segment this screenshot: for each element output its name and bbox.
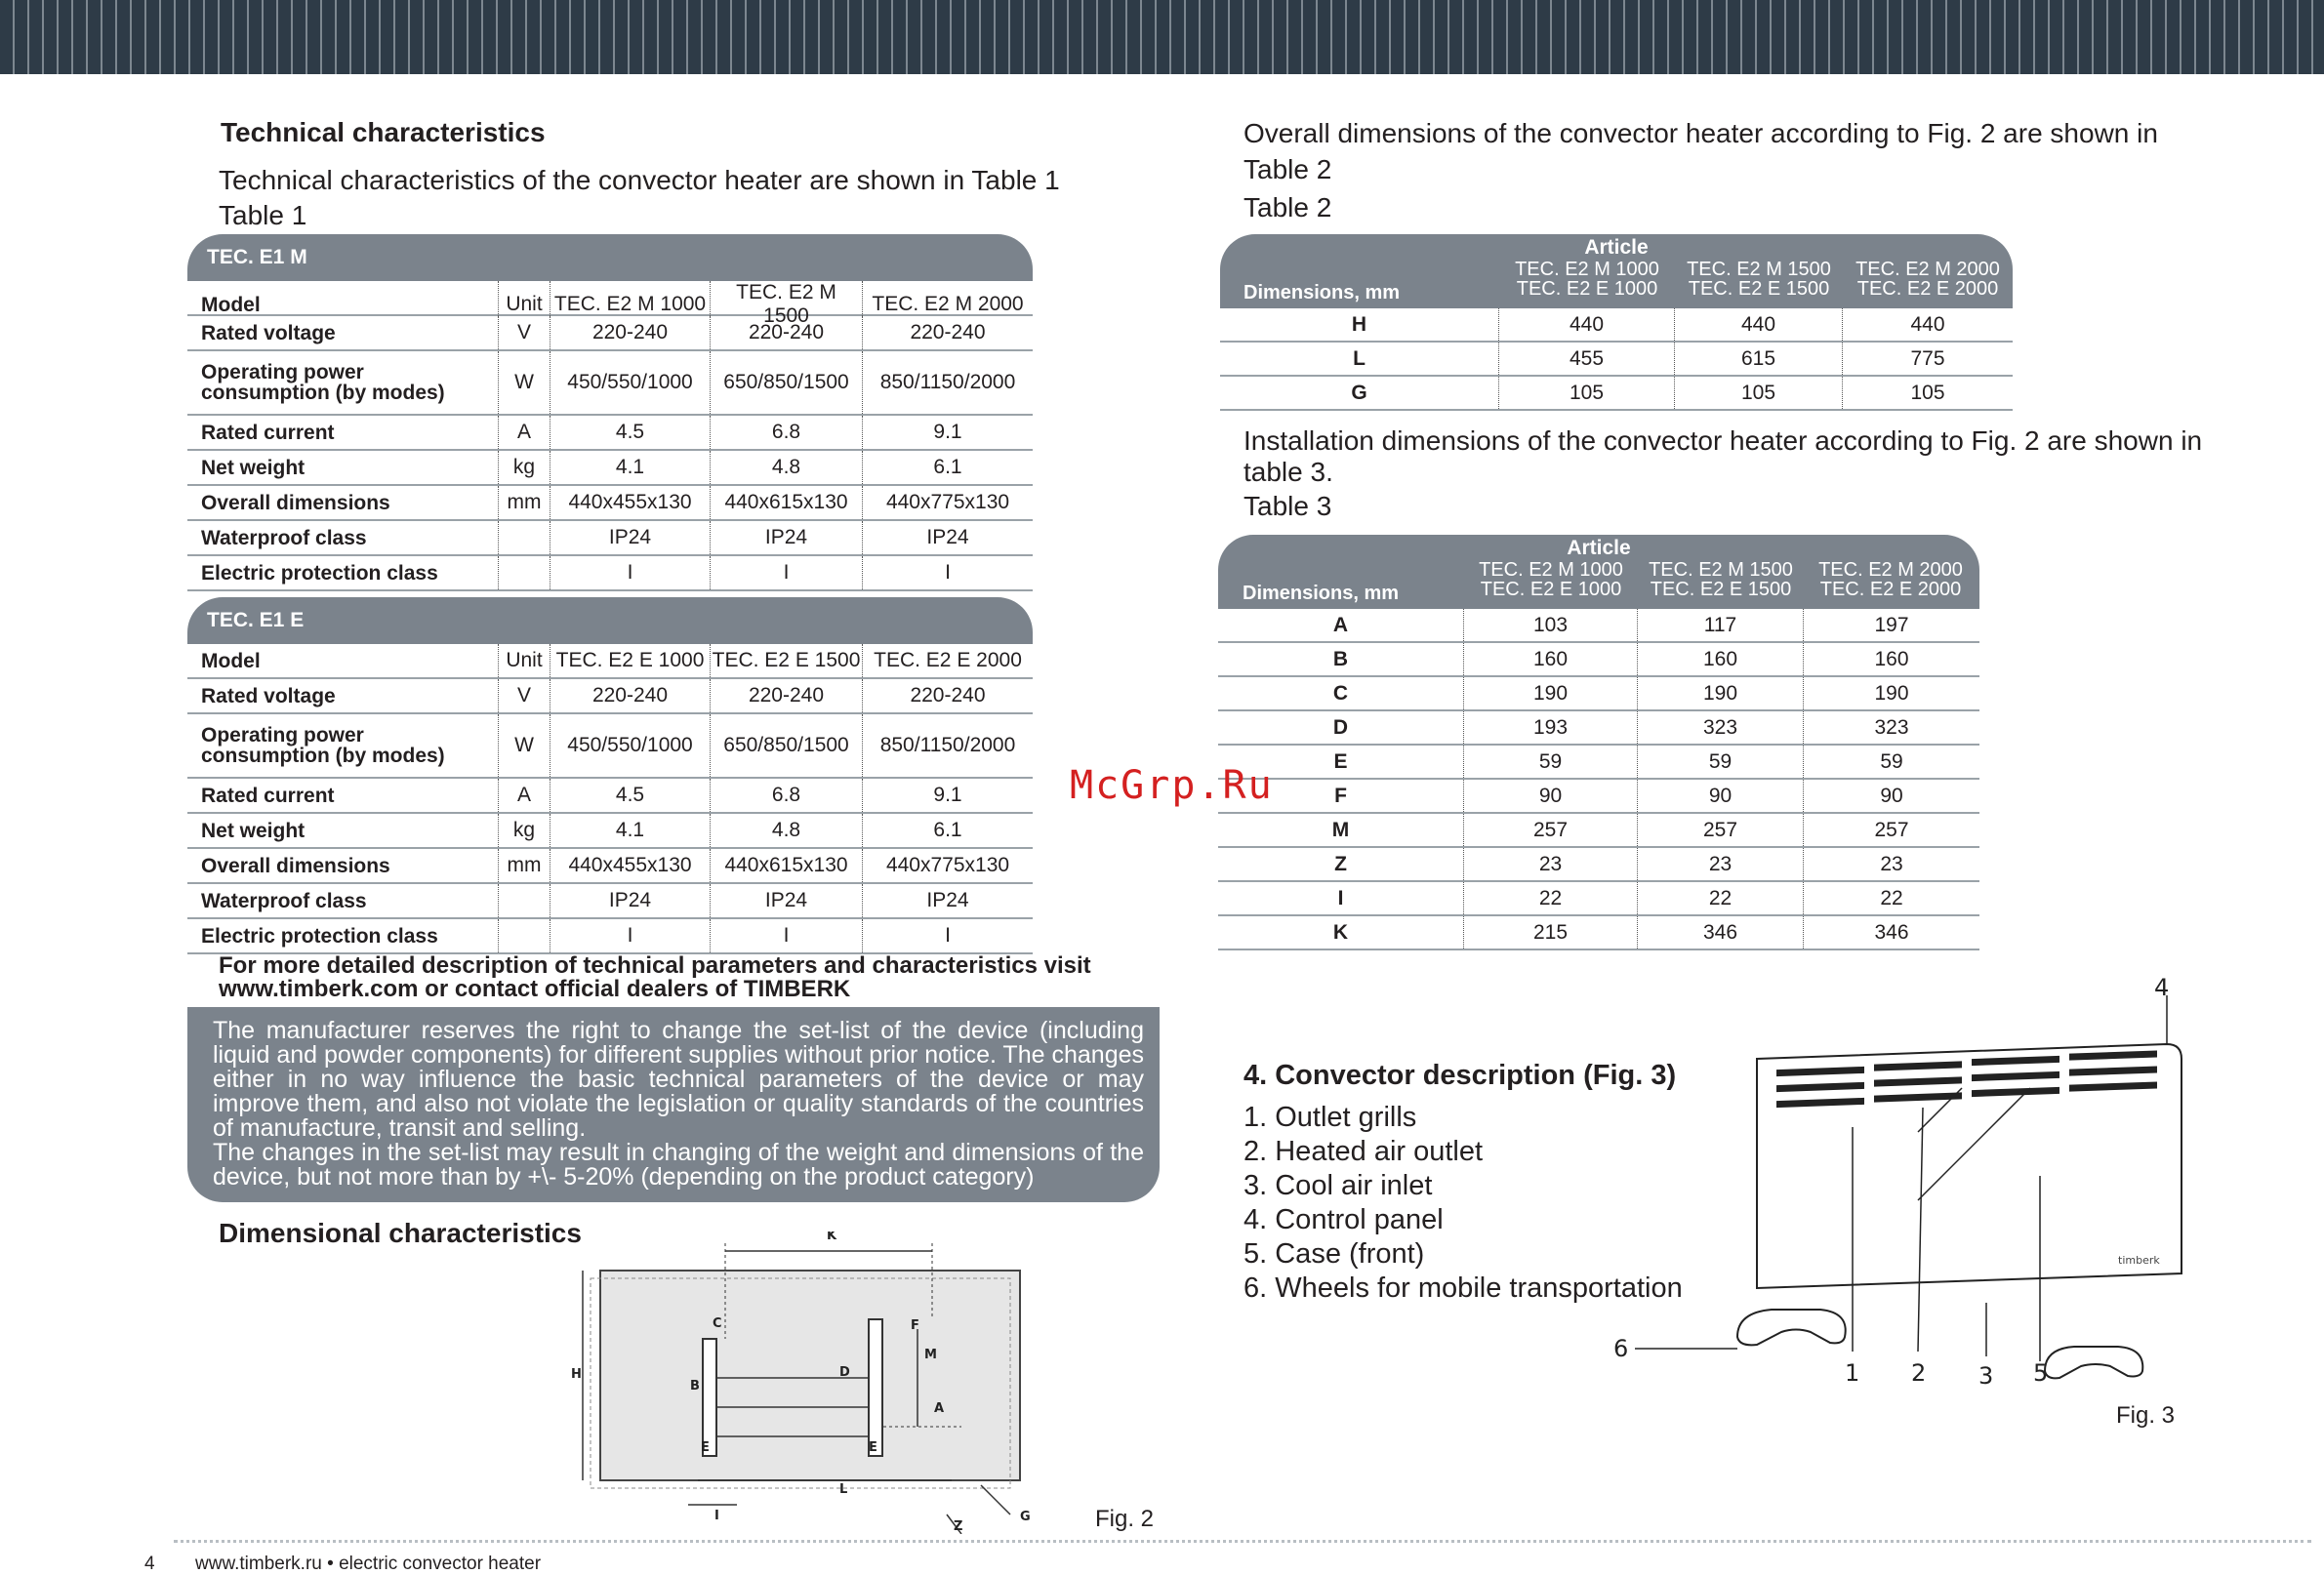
dimension-value: 23: [1638, 848, 1804, 880]
spec-value-cell: 9.1: [933, 784, 962, 806]
spec-table-header: TEC. E1 E: [187, 597, 1033, 644]
dimension-value: 190: [1464, 677, 1638, 709]
dimension-row: [1218, 780, 1979, 814]
dimension-value: 117: [1638, 609, 1804, 641]
spec-value-cell: IP24: [550, 521, 711, 554]
model-header: [1675, 260, 1843, 299]
dimension-row: [1220, 343, 2013, 377]
dimension-letter: E: [1218, 746, 1464, 778]
heater-outline: [600, 1271, 1020, 1480]
spec-value-cell: 850/1150/2000: [879, 371, 1016, 393]
model-e: TEC. E2 E 1000: [1516, 278, 1658, 300]
footer-site: www.timberk.ru • electric convector heater: [195, 1554, 542, 1574]
spec-table-header: TEC. E1 M: [187, 234, 1033, 281]
dimensional-characteristics-title: Dimensional characteristics: [219, 1218, 582, 1248]
spec-value-cell: I: [550, 556, 711, 589]
dimension-value: 190: [1638, 677, 1804, 709]
dimension-value: 615: [1675, 343, 1843, 375]
dimensions-label: Dimensions, mm: [1243, 583, 1400, 604]
spec-value-cell: 440x615x130: [711, 486, 863, 519]
spec-value-cell: 440x615x130: [711, 849, 863, 882]
spec-row: [187, 679, 1033, 714]
model-e: TEC. E2 E 1500: [1650, 579, 1792, 600]
technical-characteristics-title: Technical characteristics: [221, 117, 546, 147]
spec-unit-cell: [498, 556, 550, 589]
watermark: McGrp.Ru: [1070, 763, 1274, 808]
spec-value-cell: 440x455x130: [550, 486, 711, 519]
spec-value-cell: 4.1: [550, 814, 711, 847]
spec-value-cell: TEC. E2 M 2000: [872, 293, 1024, 315]
fig2-caption: Fig. 2: [1095, 1506, 1155, 1532]
dimension-letter: K: [1218, 916, 1464, 949]
dimension-letter: Z: [1218, 848, 1464, 880]
left-wheel-foot: [1737, 1310, 1846, 1345]
spec-unit-cell: Unit: [498, 281, 550, 328]
dimension-value: 59: [1880, 749, 1903, 773]
dimension-row: [1218, 643, 1979, 677]
dimension-value: 323: [1874, 715, 1909, 739]
fig2-label: F: [911, 1318, 919, 1333]
dimension-value: 440: [1910, 312, 1945, 336]
fig2-label: K: [827, 1232, 837, 1243]
table3-caption: Table 3: [1244, 491, 1332, 521]
spec-unit-cell: kg: [498, 814, 550, 847]
spec-row: [187, 714, 1033, 779]
spec-value-cell: 220-240: [711, 316, 863, 349]
fig2-label: E: [701, 1440, 710, 1455]
dimension-value: 22: [1638, 882, 1804, 914]
dimension-letter: B: [1218, 643, 1464, 675]
table3-header: [1218, 535, 1979, 609]
table2-overall-dimensions: [1220, 234, 2013, 411]
spec-param-label: Model: [201, 293, 261, 316]
spec-row: [187, 884, 1033, 919]
model-m: TEC. E2 M 1500: [1649, 559, 1793, 581]
model-headers: [1499, 260, 2013, 299]
fig2-label: L: [839, 1482, 848, 1497]
spec-value-cell: IP24: [711, 521, 863, 554]
spec-unit-cell: Unit: [498, 644, 550, 677]
spec-row: [187, 316, 1033, 351]
model-m: TEC. E2 M 1500: [1687, 259, 1831, 280]
model-e: TEC. E2 E 2000: [1856, 278, 1999, 300]
spec-value-cell: TEC. E2 M 1500: [711, 281, 863, 328]
spec-value-cell: IP24: [926, 526, 969, 548]
model-header: [1843, 260, 2013, 299]
spec-unit-cell: [498, 919, 550, 952]
dimension-value: 193: [1464, 711, 1638, 744]
spec-row: [187, 416, 1033, 451]
fig2-label: B: [690, 1379, 700, 1393]
dimension-value: 90: [1880, 784, 1903, 807]
spec-value-cell: 440x455x130: [550, 849, 711, 882]
fig2-label: A: [934, 1401, 945, 1416]
model-headers: [1464, 560, 1977, 599]
spec-param-label: Rated voltage: [201, 321, 336, 344]
dimensions-label: Dimensions, mm: [1244, 282, 1401, 303]
dimension-value: 323: [1638, 711, 1804, 744]
table1-intro: Technical characteristics of the convector heater are shown in Table 1: [219, 165, 1060, 195]
dimension-row: [1218, 746, 1979, 780]
spec-value-cell: 440x775x130: [885, 491, 1010, 513]
spec-row: [187, 281, 1033, 327]
spec-param-label: Net weight: [201, 819, 306, 842]
spec-param-label: Operating power consumption (by modes): [201, 361, 445, 404]
fig2-label: E: [869, 1440, 877, 1455]
spec-param-label: Rated current: [201, 784, 335, 807]
spec-value-cell: 850/1150/2000: [879, 734, 1016, 756]
spec-unit-cell: V: [498, 679, 550, 712]
dimension-row: [1218, 609, 1979, 643]
dimension-value: 23: [1880, 852, 1903, 875]
page-number: 4: [144, 1554, 155, 1574]
spec-value-cell: 4.8: [711, 451, 863, 484]
spec-unit-cell: [498, 521, 550, 554]
fig2-dimension-drawing: [571, 1232, 1049, 1534]
spec-value-cell: IP24: [550, 884, 711, 917]
description-item: 5. Case (front): [1244, 1238, 1425, 1270]
table2-intro: Overall dimensions of the convector heater according to Fig. 2 are shown in Table 2: [1244, 118, 2158, 184]
model-m: TEC. E2 M 2000: [1855, 259, 2000, 280]
notice-box: [187, 1007, 1160, 1202]
notice-paragraph: The manufacturer reserves the right to change the set-list of the device (including liquid and powder components) for different supplies without prior notice. The changes either in no way influence the basic technical parameters of the device or may improve them, and also not violate the legislation or quality standards of the countries of manufacture, transit and selling.: [213, 1017, 1144, 1142]
dimension-value: 215: [1464, 916, 1638, 949]
description-item: 6. Wheels for mobile transportation: [1244, 1272, 1683, 1304]
spec-value-cell: 220-240: [910, 684, 986, 707]
spec-param-label: Waterproof class: [201, 889, 367, 912]
table2-header: [1220, 234, 2013, 308]
spec-value-cell: 6.8: [711, 416, 863, 449]
model-header: [1499, 260, 1675, 299]
dimension-row: [1220, 377, 2013, 411]
model-header: [1464, 560, 1638, 599]
dimension-value: 455: [1499, 343, 1675, 375]
spec-unit-cell: A: [498, 779, 550, 812]
dimension-value: 440: [1499, 308, 1675, 341]
dimension-letter: I: [1218, 882, 1464, 914]
fig3-convector-drawing: [1610, 976, 2196, 1405]
spec-value-cell: I: [945, 561, 951, 584]
dimension-value: 160: [1464, 643, 1638, 675]
dimension-row: [1220, 308, 2013, 343]
dimension-letter: F: [1218, 780, 1464, 812]
spec-value-cell: I: [711, 919, 863, 952]
dimension-value: 190: [1874, 681, 1909, 705]
dimension-row: [1218, 882, 1979, 916]
spec-row: [187, 849, 1033, 884]
table1-caption: Table 1: [219, 200, 307, 230]
model-m: TEC. E2 M 1000: [1479, 559, 1623, 581]
spec-value-cell: 220-240: [910, 321, 986, 343]
spec-value-cell: 220-240: [550, 679, 711, 712]
dim-line-g: [981, 1485, 1010, 1514]
spec-value-cell: 4.8: [711, 814, 863, 847]
dimension-letter: M: [1218, 814, 1464, 846]
fig3-caption: Fig. 3: [2116, 1402, 2176, 1429]
spec-value-cell: 450/550/1000: [550, 714, 711, 777]
dimension-value: 775: [1910, 346, 1945, 370]
spec-value-cell: I: [550, 919, 711, 952]
fig2-label: G: [1020, 1510, 1031, 1524]
description-item: 2. Heated air outlet: [1244, 1136, 1484, 1167]
right-bracket: [869, 1319, 882, 1456]
spec-value-cell: 9.1: [933, 421, 962, 443]
table3-intro: Installation dimensions of the convector heater according to Fig. 2 are shown in table 3.: [1244, 425, 2203, 487]
dimension-value: 197: [1874, 613, 1909, 636]
heater-body: [1757, 1044, 2181, 1288]
spec-row: [187, 919, 1033, 954]
description-item: 4. Control panel: [1244, 1204, 1444, 1235]
spec-value-cell: TEC. E2 M 1000: [550, 281, 711, 328]
spec-param-label: Electric protection class: [201, 561, 438, 585]
top-stripe-bar: [0, 0, 2324, 74]
fig3-callout-number: 2: [1911, 1359, 1927, 1387]
spec-value-cell: 650/850/1500: [711, 351, 863, 414]
spec-value-cell: 4.1: [550, 451, 711, 484]
fig3-callout-number: 4: [2154, 976, 2170, 1001]
spec-value-cell: 440x775x130: [885, 854, 1010, 876]
spec-param-label: Rated voltage: [201, 684, 336, 707]
spec-value-cell: IP24: [926, 889, 969, 911]
footer-divider: [174, 1540, 2311, 1543]
dimension-value: 160: [1638, 643, 1804, 675]
spec-param-label: Operating power consumption (by modes): [201, 724, 445, 767]
dimension-value: 105: [1499, 377, 1675, 409]
spec-param-label: Electric protection class: [201, 924, 438, 948]
spec-value-cell: 4.5: [550, 779, 711, 812]
dimension-value: 105: [1675, 377, 1843, 409]
spec-row: [187, 814, 1033, 849]
fig2-label: Z: [954, 1519, 963, 1534]
article-label: Article: [1567, 537, 1631, 559]
spec-row: [187, 521, 1033, 556]
dimension-value: 257: [1638, 814, 1804, 846]
dimension-value: 59: [1638, 746, 1804, 778]
dimension-value: 257: [1874, 818, 1909, 841]
dimension-value: 103: [1464, 609, 1638, 641]
spec-value-cell: TEC. E2 E 1500: [711, 644, 863, 677]
dimension-value: 22: [1880, 886, 1903, 909]
fig2-label: H: [571, 1367, 582, 1382]
spec-value-cell: 220-240: [550, 316, 711, 349]
spec-param-label: Overall dimensions: [201, 491, 390, 514]
model-e: TEC. E2 E 1000: [1480, 579, 1622, 600]
fig2-label: C: [713, 1316, 722, 1331]
dimension-value: 90: [1638, 780, 1804, 812]
dimension-value: 346: [1874, 920, 1909, 944]
spec-unit-cell: mm: [498, 849, 550, 882]
model-e: TEC. E2 E 2000: [1819, 579, 1962, 600]
spec-param-label: Rated current: [201, 421, 335, 444]
fig3-callout-number: 3: [1978, 1362, 1994, 1390]
spec-value-cell: I: [711, 556, 863, 589]
fig2-label: I: [714, 1509, 719, 1523]
spec-value-cell: 220-240: [711, 679, 863, 712]
model-header: [1638, 560, 1804, 599]
model-m: TEC. E2 M 1000: [1515, 259, 1659, 280]
spec-row: [187, 451, 1033, 486]
model-e: TEC. E2 E 1500: [1688, 278, 1830, 300]
table2-caption: Table 2: [1244, 192, 1332, 222]
spec-unit-cell: W: [498, 714, 550, 777]
dimension-row: [1218, 848, 1979, 882]
dimension-letter: H: [1220, 308, 1499, 341]
model-m: TEC. E2 M 2000: [1818, 559, 1963, 581]
dimension-value: 257: [1464, 814, 1638, 846]
dimension-letter: C: [1218, 677, 1464, 709]
brand-logo: timberk: [2118, 1254, 2160, 1267]
table3-installation-dimensions: [1218, 535, 1979, 950]
spec-param-label: Net weight: [201, 456, 306, 479]
spec-row: [187, 351, 1033, 416]
spec-param-label: Waterproof class: [201, 526, 367, 549]
dimension-letter: L: [1220, 343, 1499, 375]
spec-value-cell: TEC. E2 E 1000: [550, 644, 711, 677]
dimension-value: 160: [1874, 647, 1909, 670]
article-label: Article: [1584, 236, 1649, 259]
description-item: 1. Outlet grills: [1244, 1102, 1417, 1133]
spec-table-e1e: [187, 597, 1033, 954]
dimension-letter: D: [1218, 711, 1464, 744]
spec-value-cell: 4.5: [550, 416, 711, 449]
convector-description-title: 4. Convector description (Fig. 3): [1244, 1060, 1677, 1091]
more-info-text: For more detailed description of technical parameters and characteristics visit www.timberk.com or contact official dealers of TIMBERK: [219, 952, 1091, 1002]
spec-param-label: Overall dimensions: [201, 854, 390, 877]
spec-value-cell: 6.1: [933, 456, 962, 478]
dimension-row: [1218, 711, 1979, 746]
dimension-value: 59: [1464, 746, 1638, 778]
spec-unit-cell: V: [498, 316, 550, 349]
spec-row: [187, 644, 1033, 679]
dimension-letter: A: [1218, 609, 1464, 641]
dimension-value: 22: [1464, 882, 1638, 914]
right-wheel-foot: [2045, 1347, 2142, 1378]
spec-row: [187, 556, 1033, 591]
dimension-row: [1218, 916, 1979, 950]
spec-unit-cell: mm: [498, 486, 550, 519]
fig2-label: D: [839, 1365, 850, 1380]
spec-value-cell: TEC. E2 E 2000: [874, 649, 1022, 671]
spec-value-cell: 6.8: [711, 779, 863, 812]
dimension-value: 346: [1638, 916, 1804, 949]
dimension-value: 90: [1464, 780, 1638, 812]
left-bracket: [703, 1339, 716, 1456]
dimension-value: 105: [1910, 381, 1945, 404]
spec-value-cell: IP24: [711, 884, 863, 917]
spec-row: [187, 779, 1033, 814]
spec-param-label: Model: [201, 649, 261, 672]
spec-value-cell: 450/550/1000: [550, 351, 711, 414]
spec-value-cell: 6.1: [933, 819, 962, 841]
notice-paragraph: The changes in the set-list may result in changing of the weight and dimensions of the device, but not more than by +\- 5-20% (depending on the product category): [213, 1139, 1144, 1191]
fig3-callout-number: 1: [1845, 1359, 1860, 1387]
fig3-callout-number: 5: [2033, 1359, 2049, 1387]
description-item: 3. Cool air inlet: [1244, 1170, 1433, 1201]
spec-unit-cell: [498, 884, 550, 917]
model-header: [1804, 560, 1977, 599]
spec-table-e1m: [187, 234, 1033, 591]
dimension-row: [1218, 677, 1979, 711]
spec-row: [187, 486, 1033, 521]
spec-value-cell: I: [945, 924, 951, 947]
dimension-row: [1218, 814, 1979, 848]
spec-unit-cell: W: [498, 351, 550, 414]
dimension-value: 23: [1464, 848, 1638, 880]
fig2-label: M: [924, 1348, 937, 1362]
dimension-value: 440: [1675, 308, 1843, 341]
spec-value-cell: 650/850/1500: [711, 714, 863, 777]
dimension-letter: G: [1220, 377, 1499, 409]
spec-unit-cell: kg: [498, 451, 550, 484]
spec-unit-cell: A: [498, 416, 550, 449]
fig3-callout-number: 6: [1613, 1335, 1629, 1362]
